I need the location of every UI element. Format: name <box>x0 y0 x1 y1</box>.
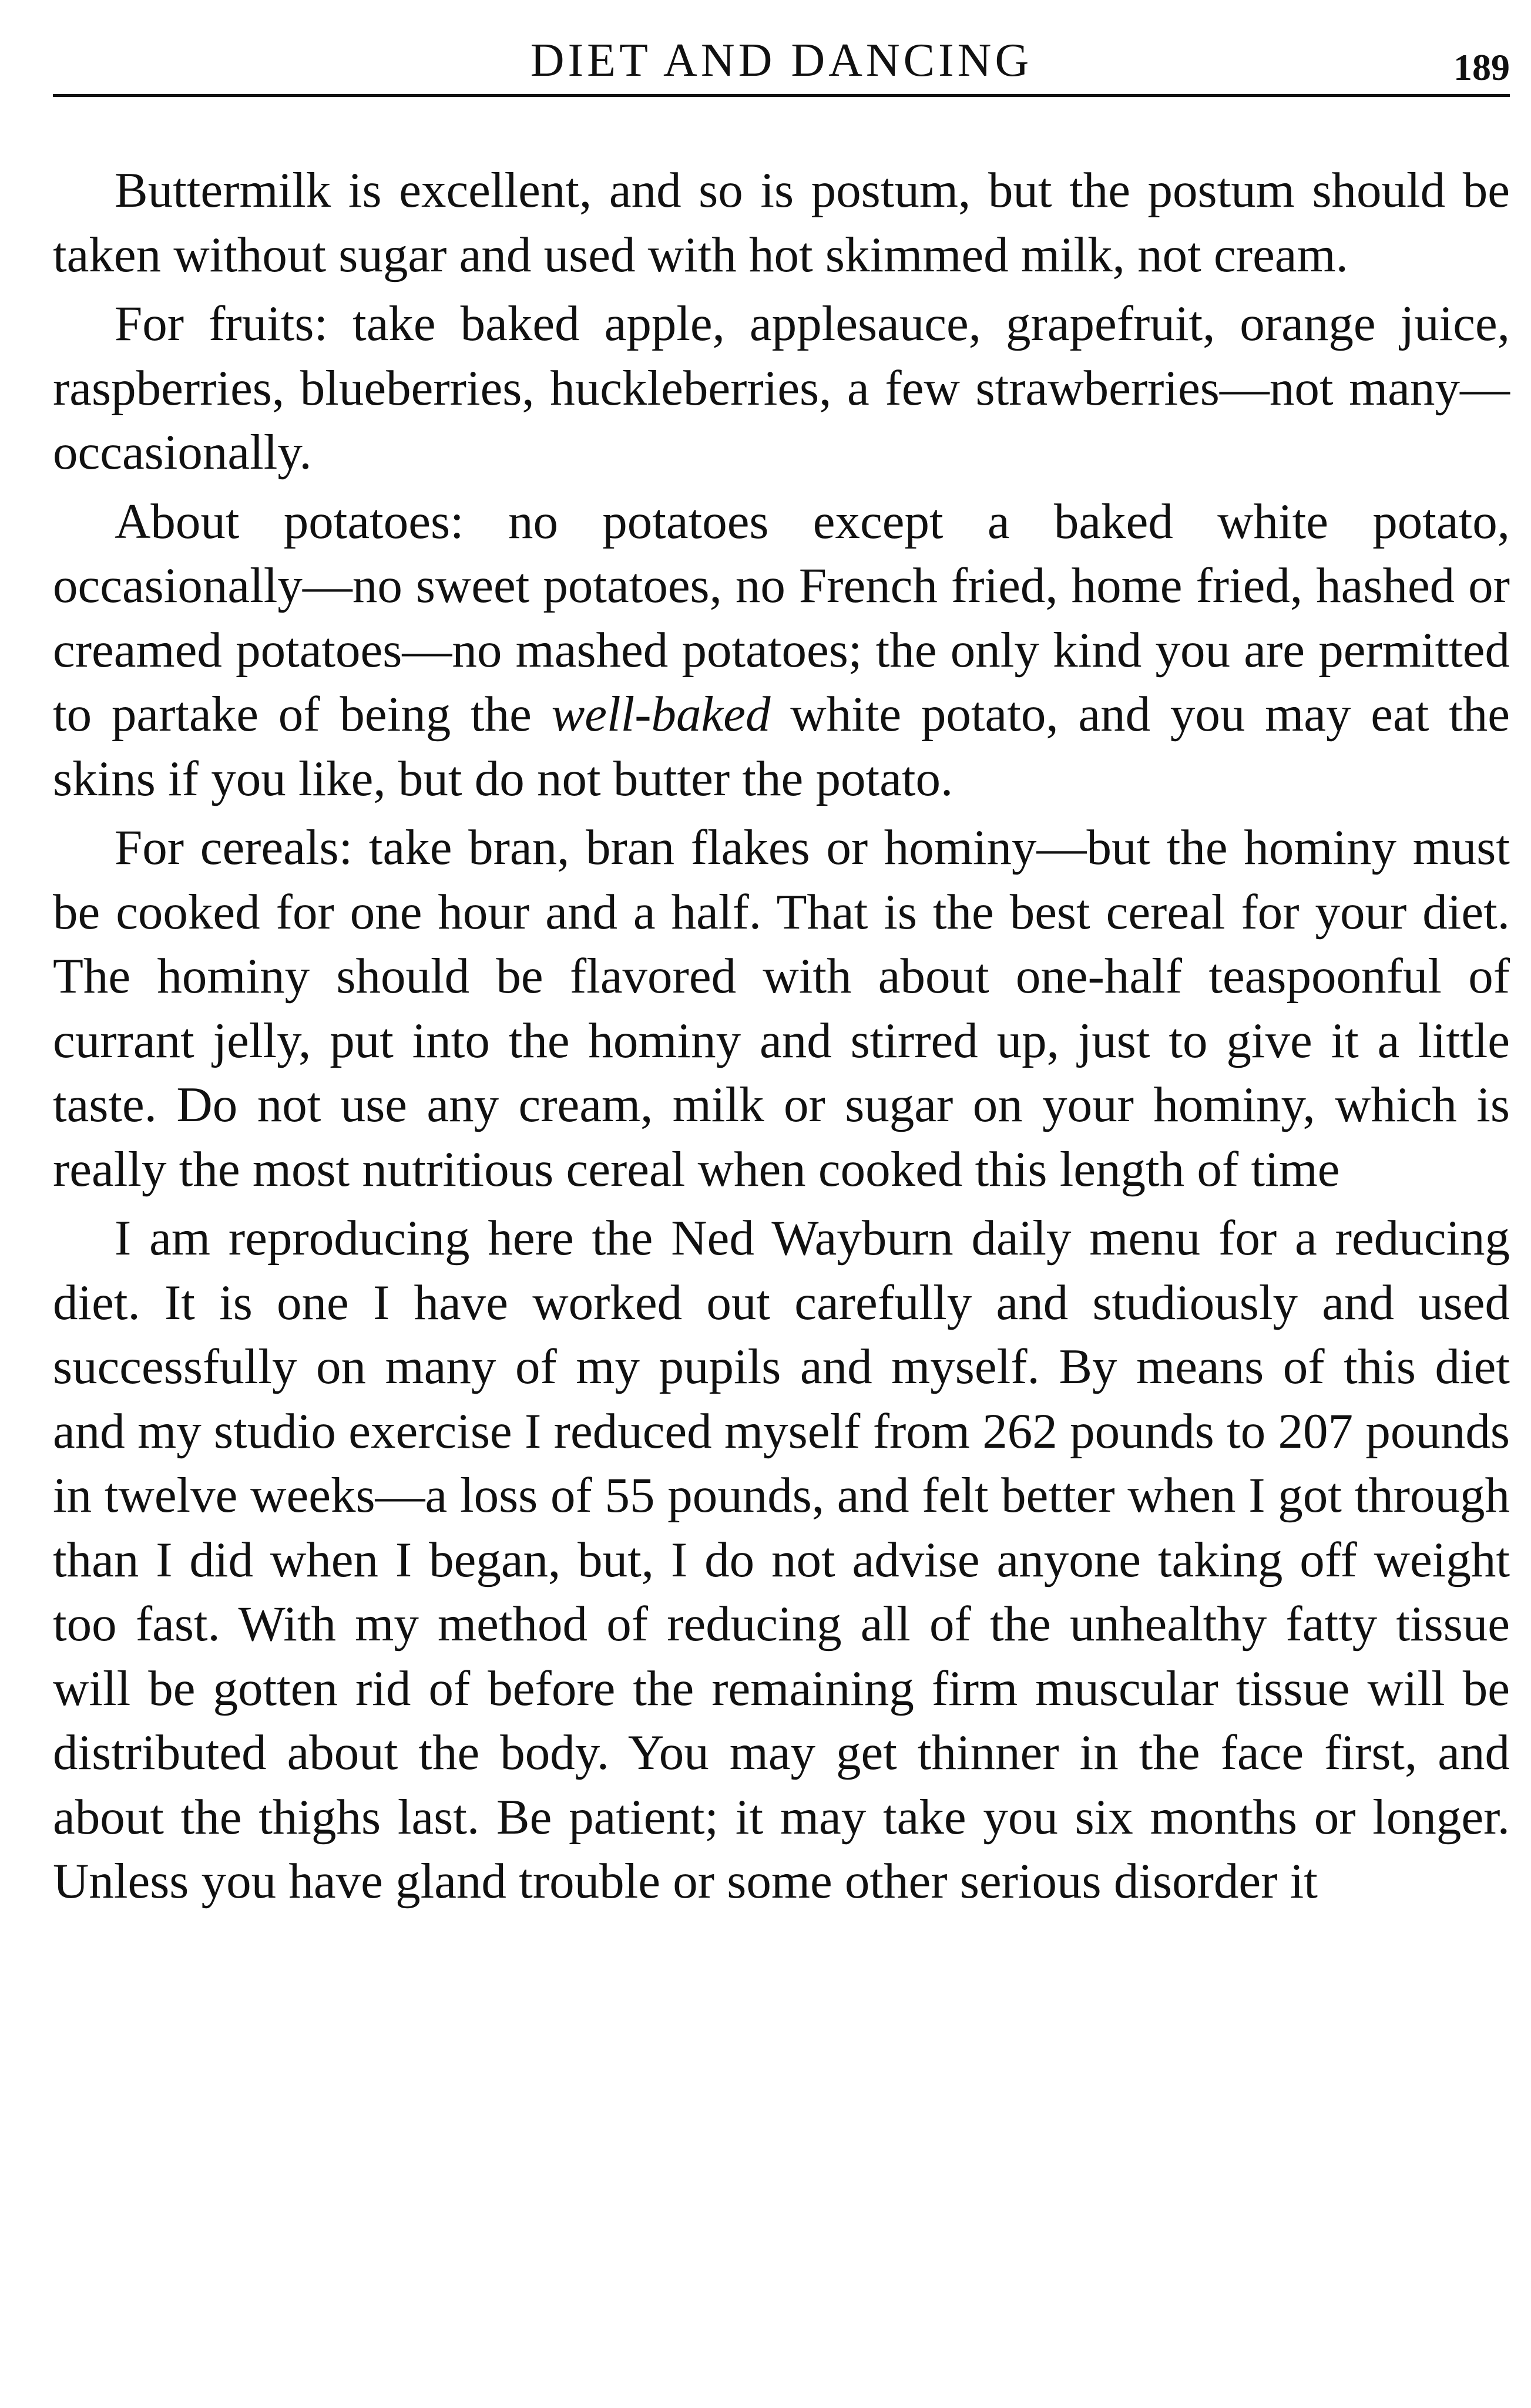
paragraph-cereals: For cereals: take bran, bran flakes or hominy—but the hominy must be cooked for one hour and a half. That is the best cereal for your diet. The hominy should be flavored with about one-half teaspoonful of currant jelly, put into the hominy and stirred up, just to give it a little taste. Do not use any cream, milk or sugar on your hominy, which is really the most nutritious cereal when cooked this length of time <box>53 820 1510 1197</box>
body-text <box>53 159 1510 1919</box>
paragraph-potatoes <box>53 490 1510 812</box>
page-number: 189 <box>1453 46 1510 88</box>
paragraph-menu: I am reproducing here the Ned Wayburn daily menu for a reducing diet. It is one I have worked out carefully and studiously and used successfully on many of my pupils and myself. By means of this diet and my studio exercise I reduced myself from 262 pounds to 207 pounds in twelve weeks—a loss of 55 pounds, and felt better when I got through than I did when I began, but, I do not advise anyone taking off weight too fast. With my method of reducing all of the unhealthy fatty tissue will be gotten rid of before the remaining firm muscular tissue will be distributed about the body. You may get thinner in the face first, and about the thighs last. Be patient; it may take you six months or longer. Unless you have gland trouble or some other serious disorder it <box>53 1210 1510 1909</box>
paragraph-fruits: For fruits: take baked apple, applesauce, grapefruit, orange juice, raspberries, blueberries, huckleberries, a few strawberries—not many—occasionally. <box>53 296 1510 480</box>
running-head <box>53 22 1510 99</box>
potatoes-text-before: About potatoes: no potatoes except a baked white potato, occasionally—no sweet potatoes, no French fried, home fried, hashed or creamed potatoes—no mashed potatoes; the only kind you are permitted to partake of being the <box>53 493 1510 742</box>
paragraph-buttermilk: Buttermilk is excellent, and so is postum, but the postum should be taken without sugar and used with hot skimmed milk, not cream. <box>53 163 1510 282</box>
header-rule <box>53 94 1510 97</box>
well-baked-emphasis: well-baked <box>551 687 771 742</box>
running-title: DIET AND DANCING <box>530 35 1033 86</box>
potatoes-text-after: white potato, and you may eat the skins if you like, but do not butter the potato. <box>53 687 1510 806</box>
